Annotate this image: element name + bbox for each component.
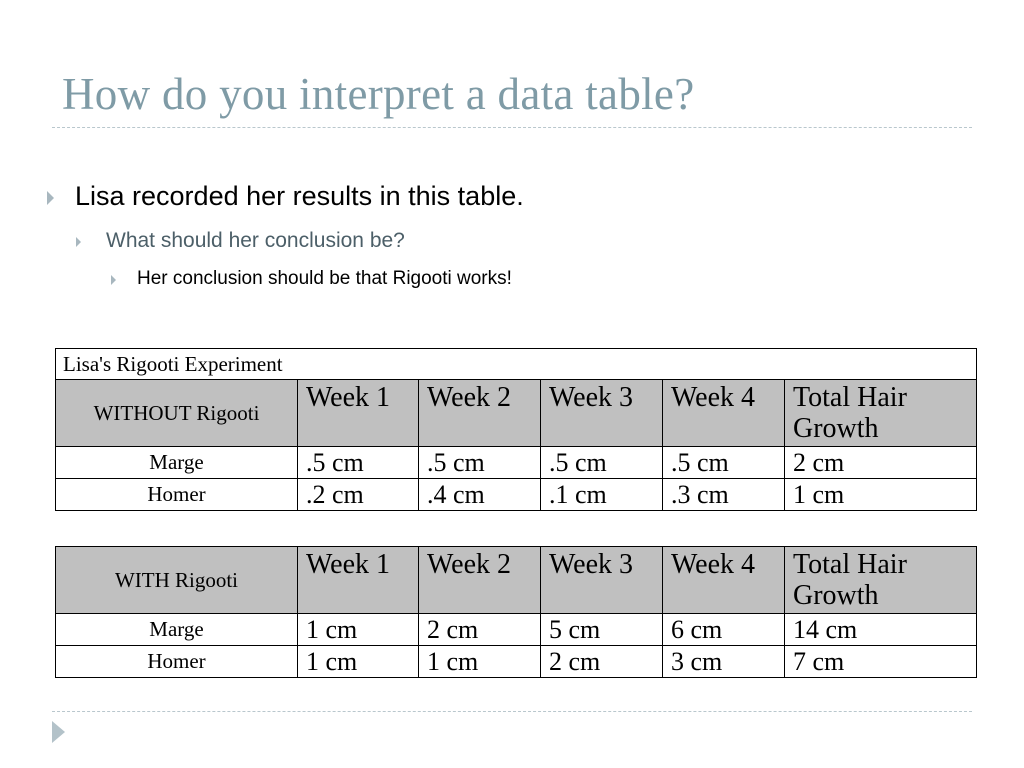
row-label: Marge bbox=[56, 447, 298, 479]
table-header-row bbox=[56, 380, 977, 447]
triangle-right-icon bbox=[111, 275, 116, 285]
triangle-right-icon bbox=[47, 191, 54, 205]
table-cell: 1 cm bbox=[298, 614, 419, 646]
table-without-rigooti bbox=[55, 348, 977, 511]
table-cell: 2 cm bbox=[785, 447, 977, 479]
table-cell: 2 cm bbox=[541, 646, 663, 678]
table-cell: 1 cm bbox=[785, 479, 977, 511]
table-cell: .3 cm bbox=[663, 479, 785, 511]
column-header: Total Hair Growth bbox=[785, 380, 977, 447]
bullet-text: Lisa recorded her results in this table. bbox=[75, 181, 524, 211]
table-cell: 7 cm bbox=[785, 646, 977, 678]
column-header: Week 1 bbox=[298, 380, 419, 447]
table-cell: .2 cm bbox=[298, 479, 419, 511]
bullet-level-3 bbox=[137, 268, 512, 290]
table-cell: 3 cm bbox=[663, 646, 785, 678]
table-row bbox=[56, 447, 977, 479]
title-divider bbox=[52, 127, 972, 128]
column-header: Week 2 bbox=[419, 547, 541, 614]
row-label: Homer bbox=[56, 479, 298, 511]
table-with-rigooti bbox=[55, 546, 977, 678]
column-header: Week 2 bbox=[419, 380, 541, 447]
bullet-level-1 bbox=[75, 181, 524, 212]
slide-title: How do you interpret a data table? bbox=[62, 69, 695, 119]
bullet-level-2 bbox=[106, 229, 405, 253]
row-group-label: WITH Rigooti bbox=[56, 547, 298, 614]
table-cell: 14 cm bbox=[785, 614, 977, 646]
row-group-label: WITHOUT Rigooti bbox=[56, 380, 298, 447]
table-cell: 1 cm bbox=[419, 646, 541, 678]
table-cell: 6 cm bbox=[663, 614, 785, 646]
next-slide-arrow-icon[interactable] bbox=[52, 721, 65, 743]
column-header: Total Hair Growth bbox=[785, 547, 977, 614]
table-cell: .5 cm bbox=[663, 447, 785, 479]
column-header: Week 3 bbox=[541, 547, 663, 614]
table-cell: 1 cm bbox=[298, 646, 419, 678]
table-caption: Lisa's Rigooti Experiment bbox=[56, 349, 977, 380]
table-header-row bbox=[56, 547, 977, 614]
column-header: Week 4 bbox=[663, 380, 785, 447]
column-header: Week 1 bbox=[298, 547, 419, 614]
table-cell: 2 cm bbox=[419, 614, 541, 646]
triangle-right-icon bbox=[76, 237, 81, 247]
row-label: Homer bbox=[56, 646, 298, 678]
table-cell: .1 cm bbox=[541, 479, 663, 511]
table-cell: .5 cm bbox=[541, 447, 663, 479]
column-header: Week 4 bbox=[663, 547, 785, 614]
column-header: Week 3 bbox=[541, 380, 663, 447]
table-row bbox=[56, 479, 977, 511]
footer-divider bbox=[52, 711, 972, 712]
bullet-text: What should her conclusion be? bbox=[106, 229, 405, 252]
table-cell: 5 cm bbox=[541, 614, 663, 646]
table-row bbox=[56, 646, 977, 678]
table-row bbox=[56, 614, 977, 646]
table-cell: .4 cm bbox=[419, 479, 541, 511]
table-cell: .5 cm bbox=[298, 447, 419, 479]
bullet-text: Her conclusion should be that Rigooti works! bbox=[137, 268, 512, 289]
row-label: Marge bbox=[56, 614, 298, 646]
table-cell: .5 cm bbox=[419, 447, 541, 479]
